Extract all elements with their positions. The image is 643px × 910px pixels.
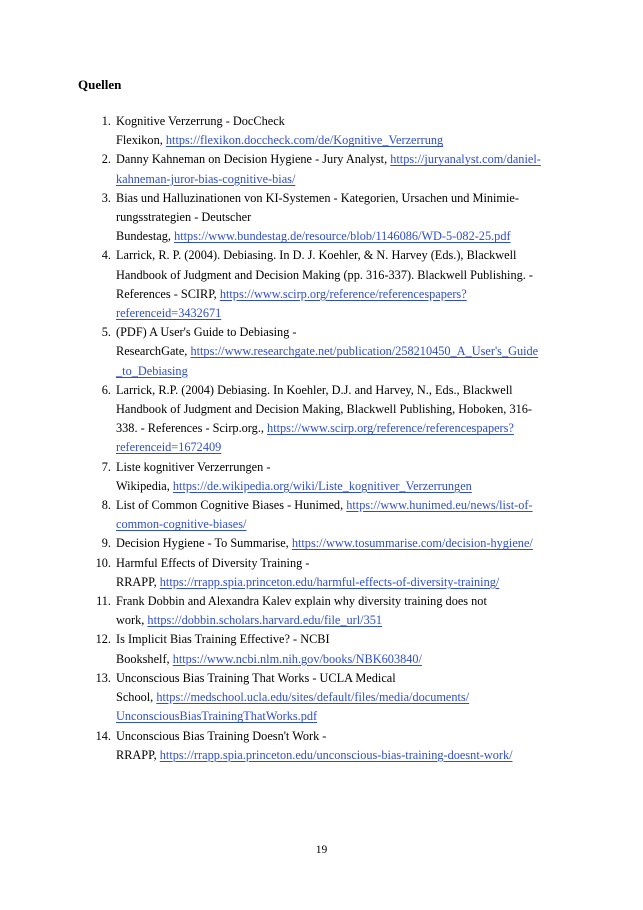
reference-line [116, 342, 571, 361]
reference-line-text: Liste kognitiver Verzerrungen - [116, 459, 271, 474]
reference-line-text: Bias und Halluzinationen von KI-Systemen - Kategorien, Ursachen und Minimie- [116, 190, 519, 205]
reference-text [116, 150, 571, 188]
reference-text [116, 381, 571, 458]
reference-line [116, 246, 571, 265]
reference-text [116, 323, 571, 381]
reference-line-text: Is Implicit Bias Training Effective? - NCBI [116, 632, 330, 647]
reference-link[interactable]: https://www.bundestag.de/resource/blob/1146086/WD-5-082-25.pdf [174, 229, 511, 244]
reference-item [0, 323, 643, 381]
reference-line-text: ResearchGate, [116, 344, 191, 359]
reference-link[interactable]: _to_Debiasing [116, 363, 188, 378]
reference-line-text: RRAPP, [116, 574, 160, 589]
reference-line [116, 515, 571, 534]
reference-line-text: Bundestag, [116, 229, 175, 244]
reference-line-text: rungsstrategien - Deutscher [116, 210, 252, 225]
reference-line [116, 170, 571, 189]
reference-line [116, 266, 571, 285]
reference-link[interactable]: https://www.tosummarise.com/decision-hygiene/ [291, 536, 533, 551]
reference-line [116, 650, 571, 669]
reference-link[interactable]: kahneman-juror-bias-cognitive-bias/ [116, 171, 296, 186]
reference-link[interactable]: https://rrapp.spia.princeton.edu/unconscious-bias-training-doesnt-work/ [159, 747, 513, 762]
reference-link[interactable]: https://dobbin.scholars.harvard.edu/file_url/351 [147, 613, 383, 628]
reference-link[interactable]: https://medschool.ucla.edu/sites/default/files/media/documents/ [156, 690, 470, 705]
reference-text [116, 458, 571, 496]
reference-line [116, 496, 571, 515]
reference-line [116, 189, 571, 208]
reference-line-text: Danny Kahneman on Decision Hygiene - Jury Analyst, [116, 152, 391, 167]
reference-number: 3. [101, 190, 111, 205]
reference-link[interactable]: https://www.ncbi.nlm.nih.gov/books/NBK603840/ [172, 651, 422, 666]
reference-item [0, 496, 643, 534]
reference-line-text: Unconscious Bias Training That Works - UCLA Medical [116, 670, 396, 685]
reference-link[interactable]: referenceid=3432671 [116, 306, 222, 321]
reference-line-text: RRAPP, [116, 747, 160, 762]
reference-number: 1. [101, 114, 111, 128]
reference-line [116, 727, 571, 746]
reference-line [116, 323, 571, 342]
reference-line [116, 534, 571, 553]
reference-number: 10. [95, 555, 111, 570]
reference-text [116, 669, 571, 727]
reference-item [0, 534, 643, 553]
reference-line-text: 338. - References - Scirp.org., [116, 421, 268, 436]
reference-link[interactable]: common-cognitive-biases/ [116, 517, 247, 532]
reference-list [0, 112, 643, 765]
reference-line-text: Decision Hygiene - To Summarise, [116, 536, 292, 551]
reference-line [116, 611, 571, 630]
reference-line-text: Wikipedia, [116, 478, 173, 493]
reference-line [116, 688, 571, 707]
reference-number: 2. [101, 152, 111, 167]
reference-line [116, 707, 571, 726]
reference-line-text: Larrick, R.P. (2004) Debiasing. In Koehler, D.J. and Harvey, N., Eds., Blackwell [116, 382, 513, 397]
reference-number: 13. [95, 670, 111, 685]
reference-line [116, 400, 571, 419]
reference-line-text: References - SCIRP, [116, 286, 220, 301]
reference-line [116, 573, 571, 592]
reference-line-text: Harmful Effects of Diversity Training - [116, 555, 310, 570]
reference-number: 8. [101, 498, 111, 513]
reference-link[interactable]: https://flexikon.doccheck.com/de/Kognitive_Verzerrung [165, 133, 444, 148]
reference-item [0, 381, 643, 458]
reference-line [116, 362, 571, 381]
reference-number: 6. [101, 382, 111, 397]
reference-item [0, 727, 643, 765]
reference-line [116, 208, 571, 227]
reference-line-text: Handbook of Judgment and Decision Making (pp. 316-337). Blackwell Publishing. - [116, 267, 534, 282]
reference-link[interactable]: UnconsciousBiasTrainingThatWorks.pdf [116, 709, 318, 724]
reference-item [0, 458, 643, 496]
reference-text [116, 496, 571, 534]
reference-link[interactable]: https://rrapp.spia.princeton.edu/harmful-effects-of-diversity-training/ [159, 574, 500, 589]
reference-number: 12. [95, 632, 111, 647]
reference-number: 9. [101, 536, 111, 551]
reference-item [0, 189, 643, 247]
section-heading: Quellen [78, 77, 122, 92]
reference-line [116, 438, 571, 457]
reference-link[interactable]: https://de.wikipedia.org/wiki/Liste_kognitiver_Verzerrungen [172, 478, 472, 493]
reference-line-text: Bookshelf, [116, 651, 173, 666]
reference-link[interactable]: https://www.scirp.org/reference/referencespapers? [267, 421, 514, 436]
reference-number: 4. [101, 248, 111, 263]
reference-text [116, 189, 571, 247]
reference-item [0, 150, 643, 188]
page-number: 19 [315, 844, 328, 856]
reference-text [116, 554, 571, 592]
reference-line-text: work, [116, 613, 148, 628]
reference-line-text: (PDF) A User's Guide to Debiasing - [116, 325, 297, 340]
reference-line-text: Handbook of Judgment and Decision Making, Blackwell Publishing, Hoboken, 316- [116, 402, 532, 417]
reference-line-text: List of Common Cognitive Biases - Hunimed, [116, 498, 347, 513]
reference-number: 11. [96, 594, 111, 609]
reference-line-text: Frank Dobbin and Alexandra Kalev explain why diversity training does not [116, 594, 487, 609]
reference-line-text: Kognitive Verzerrung - DocCheck [116, 114, 285, 128]
reference-line [116, 458, 571, 477]
reference-line [116, 419, 571, 438]
reference-text [116, 112, 571, 150]
reference-link[interactable]: https://www.hunimed.eu/news/list-of- [346, 498, 533, 513]
reference-item [0, 554, 643, 592]
reference-line-text: Unconscious Bias Training Doesn't Work - [116, 728, 327, 743]
reference-item [0, 592, 643, 630]
reference-text [116, 630, 571, 668]
reference-line [116, 304, 571, 323]
reference-line-text: Larrick, R. P. (2004). Debiasing. In D. J. Koehler, & N. Harvey (Eds.), Blackwell [116, 248, 517, 263]
reference-text [116, 592, 571, 630]
reference-link[interactable]: https://www.researchgate.net/publication/258210450_A_User's_Guide [190, 344, 539, 359]
reference-line [116, 592, 571, 611]
reference-item [0, 246, 643, 323]
reference-item [0, 112, 643, 150]
reference-link[interactable]: https://juryanalyst.com/daniel- [390, 152, 541, 167]
reference-item [0, 630, 643, 668]
reference-number: 5. [101, 325, 111, 340]
reference-item [0, 669, 643, 727]
reference-number: 7. [101, 459, 111, 474]
reference-text [116, 727, 571, 765]
reference-line [116, 554, 571, 573]
reference-line-text: School, [116, 690, 157, 705]
reference-line [116, 477, 571, 496]
reference-line-text: Flexikon, [116, 133, 166, 148]
reference-line [116, 669, 571, 688]
reference-line [116, 746, 571, 765]
reference-line [116, 630, 571, 649]
reference-line [116, 227, 571, 246]
reference-text [116, 246, 571, 323]
reference-line [116, 150, 571, 169]
reference-number: 14. [95, 728, 111, 743]
reference-line [116, 112, 571, 131]
reference-link[interactable]: https://www.scirp.org/reference/referencespapers? [219, 286, 467, 301]
reference-line [116, 131, 571, 150]
reference-link[interactable]: referenceid=1672409 [116, 440, 222, 455]
reference-line [116, 381, 571, 400]
reference-text [116, 534, 571, 553]
reference-line [116, 285, 571, 304]
